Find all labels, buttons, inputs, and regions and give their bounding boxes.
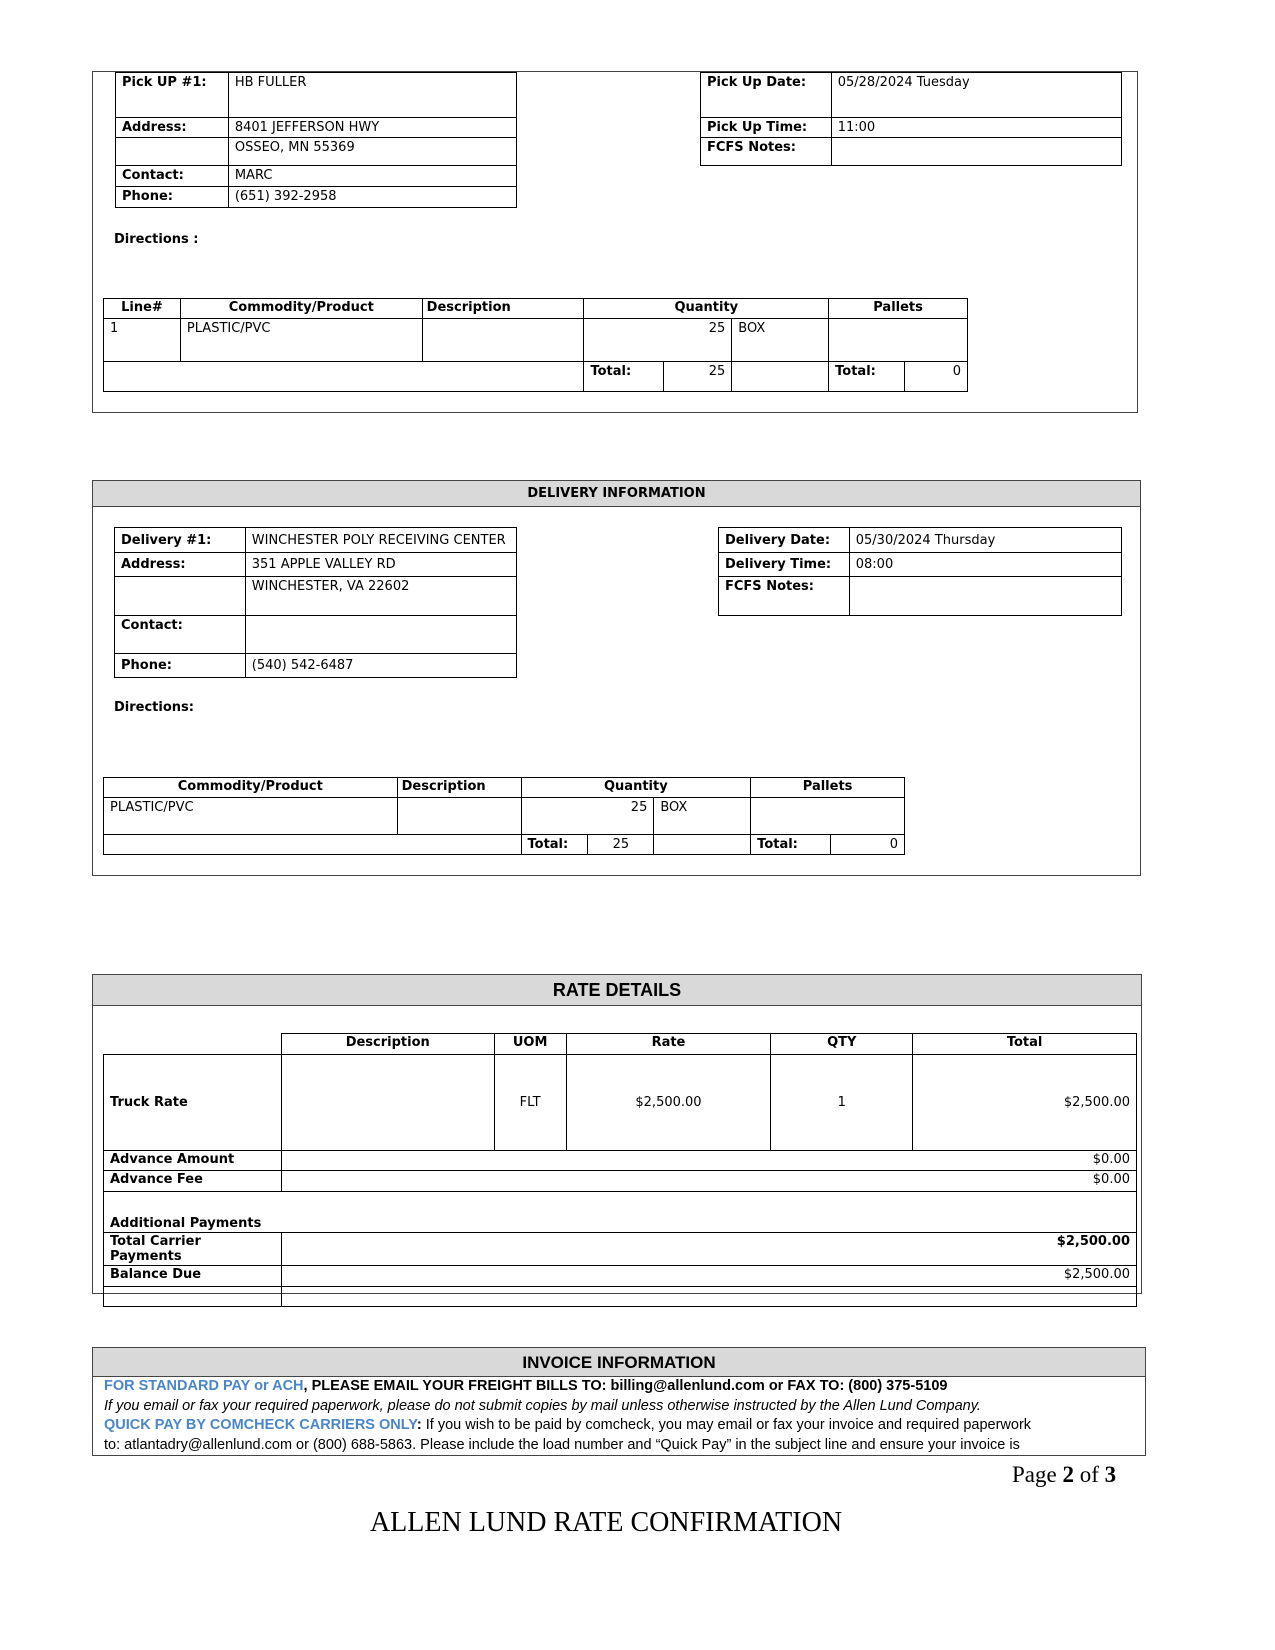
rate-section-title: RATE DETAILS xyxy=(93,975,1141,1006)
header-quantity: Quantity xyxy=(521,778,751,798)
delivery-date-label: Delivery Date: xyxy=(719,528,850,553)
delivery-num-label: Delivery #1: xyxy=(115,528,246,553)
delivery-fcfs-label: FCFS Notes: xyxy=(719,577,850,616)
invoice-standard-pay: FOR STANDARD PAY or ACH xyxy=(104,1378,304,1394)
header-line: Line# xyxy=(104,299,181,319)
page-number xyxy=(1012,1462,1116,1488)
truck-rate-total: $2,500.00 xyxy=(913,1055,1137,1151)
header-description: Description xyxy=(397,778,521,798)
pickup-address-line1: 8401 JEFFERSON HWY xyxy=(228,118,516,138)
page-of: of xyxy=(1073,1462,1105,1487)
page-total: 3 xyxy=(1104,1462,1117,1487)
rate-header-rate: Rate xyxy=(566,1034,771,1055)
header-description: Description xyxy=(422,299,584,319)
total-carrier-payments-label: Total Carrier Payments xyxy=(104,1233,282,1266)
header-quantity: Quantity xyxy=(584,299,829,319)
delivery-name: WINCHESTER POLY RECEIVING CENTER xyxy=(245,528,516,553)
pickup-directions-label: Directions : xyxy=(114,232,199,247)
page-current: 2 xyxy=(1062,1462,1074,1487)
advance-fee-label: Advance Fee xyxy=(104,1171,282,1192)
pickup-num-label: Pick UP #1: xyxy=(116,73,229,118)
advance-fee-value: $0.00 xyxy=(281,1171,1136,1192)
delivery-time: 08:00 xyxy=(849,553,1121,577)
invoice-quick-pay-colon: : xyxy=(416,1417,422,1433)
pickup-phone: (651) 392-2958 xyxy=(228,187,516,208)
rate-header-qty: QTY xyxy=(771,1034,913,1055)
advance-amount-label: Advance Amount xyxy=(104,1151,282,1171)
row-qty: 25 xyxy=(521,798,654,835)
page-prefix: Page xyxy=(1012,1462,1063,1487)
pickup-date: 05/28/2024 Tuesday xyxy=(831,73,1121,118)
advance-amount-value: $0.00 xyxy=(281,1151,1136,1171)
truck-rate-label: Truck Rate xyxy=(104,1055,282,1151)
invoice-billing-email: , PLEASE EMAIL YOUR FREIGHT BILLS TO: billing@allenlund.com or FAX TO: (800) 375-5109 xyxy=(303,1378,948,1394)
row-description xyxy=(422,319,584,362)
header-pallets: Pallets xyxy=(751,778,905,798)
pickup-name: HB FULLER xyxy=(228,73,516,118)
pallets-total-label: Total: xyxy=(751,835,831,855)
delivery-schedule-table xyxy=(718,527,1122,616)
truck-rate-rate: $2,500.00 xyxy=(566,1055,771,1151)
row-pallets xyxy=(829,319,968,362)
pickup-address-label: Address: xyxy=(116,118,229,138)
pallets-total-label: Total: xyxy=(829,362,905,392)
pickup-phone-label: Phone: xyxy=(116,187,229,208)
delivery-fcfs xyxy=(849,577,1121,616)
pickup-contact: MARC xyxy=(228,166,516,187)
additional-payments-label: Additional Payments xyxy=(104,1192,1137,1233)
delivery-time-label: Delivery Time: xyxy=(719,553,850,577)
truck-rate-qty: 1 xyxy=(771,1055,913,1151)
rate-header-uom: UOM xyxy=(494,1034,566,1055)
delivery-date: 05/30/2024 Thursday xyxy=(849,528,1121,553)
qty-total-label: Total: xyxy=(584,362,664,392)
document-title: ALLEN LUND RATE CONFIRMATION xyxy=(369,1507,843,1538)
header-commodity: Commodity/Product xyxy=(180,299,422,319)
delivery-section-title: DELIVERY INFORMATION xyxy=(93,481,1140,507)
row-description xyxy=(397,798,521,835)
delivery-address-line1: 351 APPLE VALLEY RD xyxy=(245,553,516,577)
pickup-schedule-table xyxy=(700,72,1122,166)
truck-rate-uom: FLT xyxy=(494,1055,566,1151)
invoice-section-title: INVOICE INFORMATION xyxy=(93,1348,1145,1377)
pickup-time-label: Pick Up Time: xyxy=(701,118,832,138)
invoice-line-4: to: atlantadry@allenlund.com or (800) 688-5863. Please include the load number and “Quick Pay” in the subject line and ensure your invoice is xyxy=(104,1437,1020,1453)
delivery-phone-label: Phone: xyxy=(115,654,246,678)
invoice-quick-pay: QUICK PAY BY COMCHECK CARRIERS ONLY xyxy=(104,1417,417,1433)
delivery-address-label: Address: xyxy=(115,553,246,577)
pickup-date-label: Pick Up Date: xyxy=(701,73,832,118)
qty-total: 25 xyxy=(664,362,732,392)
delivery-phone: (540) 542-6487 xyxy=(245,654,516,678)
delivery-contact xyxy=(245,616,516,654)
row-commodity: PLASTIC/PVC xyxy=(104,798,398,835)
row-pallets xyxy=(751,798,905,835)
invoice-line-2: If you email or fax your required paperwork, please do not submit copies by mail unless otherwise instructed by the Allen Lund Company. xyxy=(104,1398,981,1414)
pickup-commodity-table xyxy=(103,298,968,392)
invoice-line-3 xyxy=(104,1415,1144,1435)
pickup-fcfs-label: FCFS Notes: xyxy=(701,138,832,166)
pallets-total: 0 xyxy=(831,835,905,855)
pickup-fcfs xyxy=(831,138,1121,166)
pickup-address-line2: OSSEO, MN 55369 xyxy=(228,138,516,166)
row-unit: BOX xyxy=(732,319,829,362)
delivery-address-line2: WINCHESTER, VA 22602 xyxy=(245,577,516,616)
pickup-time: 11:00 xyxy=(831,118,1121,138)
rate-table xyxy=(103,1033,1137,1307)
pickup-info-table xyxy=(115,72,517,208)
rate-header-description: Description xyxy=(281,1034,494,1055)
delivery-commodity-table xyxy=(103,777,905,855)
rate-header-total: Total xyxy=(913,1034,1137,1055)
qty-total: 25 xyxy=(588,835,654,855)
pickup-contact-label: Contact: xyxy=(116,166,229,187)
row-qty: 25 xyxy=(584,319,732,362)
total-carrier-payments-value: $2,500.00 xyxy=(281,1233,1136,1266)
header-commodity: Commodity/Product xyxy=(104,778,398,798)
invoice-quick-pay-text: If you wish to be paid by comcheck, you may email or fax your invoice and required paperwork xyxy=(421,1417,1032,1433)
header-pallets: Pallets xyxy=(829,299,968,319)
balance-due-label: Balance Due xyxy=(104,1266,282,1287)
truck-rate-description xyxy=(281,1055,494,1151)
row-unit: BOX xyxy=(654,798,751,835)
row-commodity: PLASTIC/PVC xyxy=(180,319,422,362)
delivery-contact-label: Contact: xyxy=(115,616,246,654)
delivery-info-table xyxy=(114,527,517,678)
delivery-directions-label: Directions: xyxy=(114,700,194,715)
invoice-line-1 xyxy=(104,1376,1144,1396)
balance-due-value: $2,500.00 xyxy=(281,1266,1136,1287)
row-line: 1 xyxy=(104,319,181,362)
qty-total-label: Total: xyxy=(521,835,588,855)
pallets-total: 0 xyxy=(905,362,968,392)
